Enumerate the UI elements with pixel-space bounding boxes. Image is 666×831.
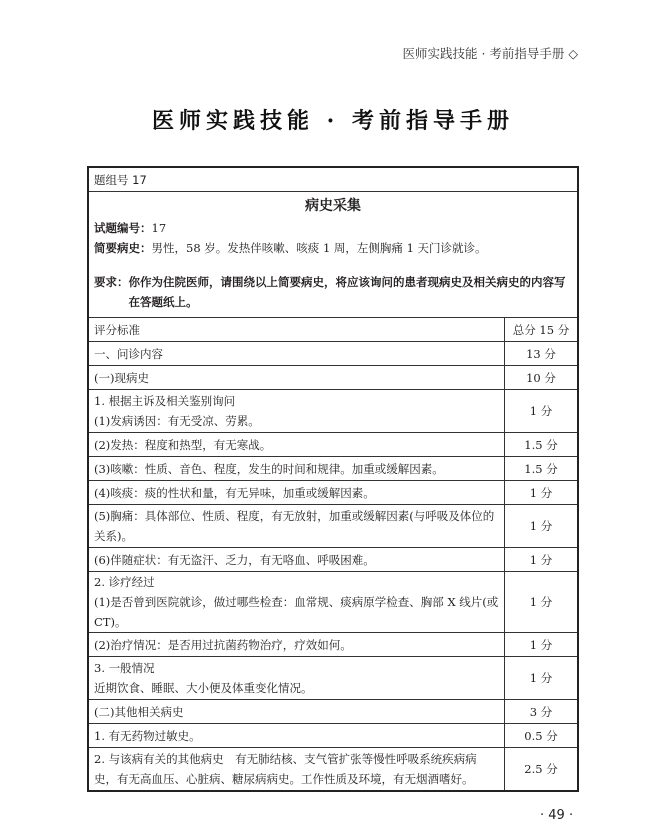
page-number: · 49 · — [540, 808, 574, 823]
table-row — [88, 390, 578, 433]
table-row — [88, 505, 578, 548]
table-row — [88, 657, 578, 700]
group-number: 题组号 17 — [88, 167, 578, 192]
criterion-text: (6)伴随症状：有无盗汗、乏力，有无咯血、呼吸困难。 — [88, 548, 505, 572]
score-rows — [88, 318, 578, 792]
criterion-text: (一)现病史 — [88, 366, 505, 390]
case-heading: 病史采集 — [305, 198, 361, 214]
criterion-text: (2)发热：程度和热型，有无寒战。 — [88, 433, 505, 457]
table-row — [88, 342, 578, 366]
criterion-score: 1 分 — [505, 481, 579, 505]
criterion-text: 1. 根据主诉及相关鉴别询问 (1)发病诱因：有无受凉、劳累。 — [88, 390, 505, 433]
case-info — [88, 192, 578, 318]
criterion-text: (2)治疗情况：是否用过抗菌药物治疗，疗效如何。 — [88, 633, 505, 657]
table-row — [88, 318, 578, 342]
criterion-text: (5)胸痛：具体部位、性质、程度，有无放射，加重或缓解因素(与呼吸及体位的关系)。 — [88, 505, 505, 548]
group-row — [88, 167, 578, 192]
criterion-text: 2. 与该病有关的其他病史 有无肺结核、支气管扩张等慢性呼吸系统疾病病史，有无高血压、心脏病、糖尿病病史。工作性质及环境，有无烟酒嗜好。 — [88, 748, 505, 792]
criterion-text: (4)咳痰：痰的性状和量，有无异味，加重或缓解因素。 — [88, 481, 505, 505]
case-id-label: 试题编号： — [94, 221, 152, 235]
table-row — [88, 433, 578, 457]
case-requirement-label: 要求： — [94, 275, 129, 289]
criterion-text: (二)其他相关病史 — [88, 700, 505, 724]
page-title: 医师实践技能 · 考前指导手册 — [152, 108, 514, 134]
table-row — [88, 481, 578, 505]
case-info-row — [88, 192, 578, 318]
scoring-table — [87, 166, 579, 792]
table-row — [88, 748, 578, 792]
criterion-score: 1 分 — [505, 657, 579, 700]
criterion-text: 1. 有无药物过敏史。 — [88, 724, 505, 748]
running-head: 医师实践技能 · 考前指导手册 ◇ — [402, 46, 578, 61]
criterion-score: 1 分 — [505, 505, 579, 548]
criterion-score: 1.5 分 — [505, 433, 579, 457]
criterion-score: 2.5 分 — [505, 748, 579, 792]
case-history — [94, 238, 572, 258]
criterion-text: 评分标准 — [88, 318, 505, 342]
criterion-score: 1 分 — [505, 633, 579, 657]
table-row — [88, 572, 578, 633]
criterion-score: 1 分 — [505, 390, 579, 433]
table-row — [88, 366, 578, 390]
criterion-score: 1.5 分 — [505, 457, 579, 481]
criterion-score: 3 分 — [505, 700, 579, 724]
table-row — [88, 700, 578, 724]
case-requirement — [94, 272, 572, 312]
table-row — [88, 633, 578, 657]
criterion-score: 13 分 — [505, 342, 579, 366]
table-row — [88, 548, 578, 572]
case-id-value: 17 — [151, 221, 167, 235]
case-history-value: 男性，58 岁。发热伴咳嗽、咳痰 1 周，左侧胸痛 1 天门诊就诊。 — [151, 241, 487, 255]
table-row — [88, 724, 578, 748]
criterion-score: 1 分 — [505, 548, 579, 572]
criterion-text: 3. 一般情况 近期饮食、睡眠、大小便及体重变化情况。 — [88, 657, 505, 700]
case-history-label: 简要病史： — [94, 241, 152, 255]
criterion-text: (3)咳嗽：性质、音色、程度，发生的时间和规律。加重或缓解因素。 — [88, 457, 505, 481]
criterion-text: 2. 诊疗经过 (1)是否曾到医院就诊，做过哪些检查：血常规、痰病原学检查、胸部 X 线片(或 CT)。 — [88, 572, 505, 633]
criterion-text: 一、问诊内容 — [88, 342, 505, 366]
criterion-score: 总分 15 分 — [505, 318, 579, 342]
case-id — [94, 218, 572, 238]
criterion-score: 1 分 — [505, 572, 579, 633]
criterion-score: 0.5 分 — [505, 724, 579, 748]
criterion-score: 10 分 — [505, 366, 579, 390]
table-row — [88, 457, 578, 481]
case-requirement-value: 你作为住院医师，请围绕以上简要病史，将应该询问的患者现病史及相关病史的内容写在答题纸上。 — [128, 275, 566, 309]
